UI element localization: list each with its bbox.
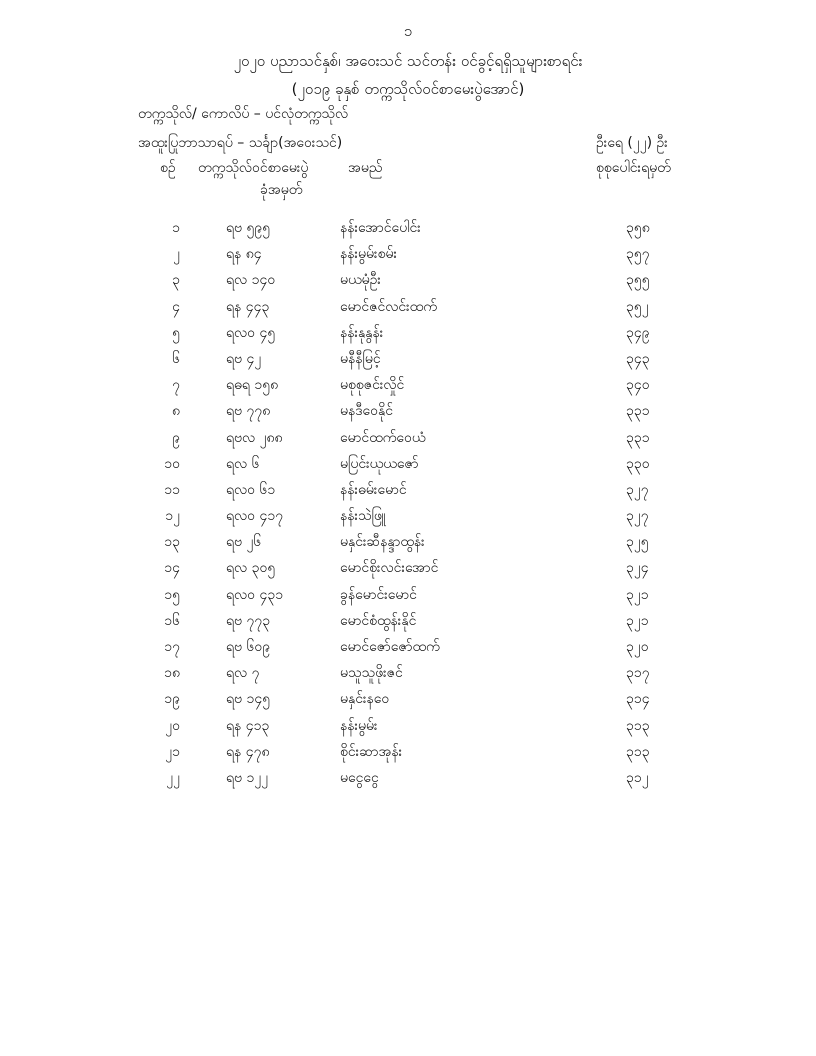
header-serial: စဉ် — [160, 160, 176, 176]
roll-number-cell: ရဗ ၁၂၂ — [226, 769, 269, 786]
serial-number-cell: ၁၀ — [164, 455, 180, 472]
total-marks-cell: ၃၃၁ — [626, 429, 650, 446]
student-name-cell: မနှင်းနဝေ — [340, 691, 390, 708]
table-row — [0, 742, 816, 768]
table-row — [0, 454, 816, 480]
student-name-cell: မောင်ဇော်ဇော်ထက် — [340, 639, 440, 655]
total-marks-cell: ၃၂၇ — [626, 481, 649, 498]
total-count: ဦးရေ (၂၂) ဦး — [596, 135, 668, 151]
roll-number-cell: ရလဝ ၄၁၇ — [226, 508, 284, 525]
serial-number-cell: ၁ — [172, 220, 180, 236]
roll-number-cell: ရန ၄၇၈ — [226, 743, 270, 760]
serial-number-cell: ၁၅ — [164, 586, 180, 603]
roll-number-cell: ရဗလ ၂၈၈ — [226, 429, 283, 446]
student-name-cell: နန်းနုနွန်း — [340, 324, 384, 341]
header-name: အမည် — [348, 160, 383, 176]
student-name-cell: မောင်ထက်ဝေယံ — [340, 429, 426, 446]
student-name-cell: နန်းဓမ်းမောင် — [340, 481, 407, 498]
total-marks-cell: ၃၃၁ — [626, 403, 650, 420]
table-row — [0, 244, 816, 270]
serial-number-cell: ၈ — [172, 403, 180, 420]
serial-number-cell: ၅ — [172, 324, 180, 341]
roll-number-cell: ရဗ ၇၇၃ — [226, 612, 271, 629]
total-marks-cell: ၃၁၂ — [626, 769, 649, 786]
roll-number-cell: ရလဝ ၄၅ — [226, 324, 276, 341]
roll-number-cell: ရဗ ၅၉၅ — [226, 220, 271, 236]
student-list — [0, 218, 816, 794]
total-marks-cell: ၃၂၄ — [626, 560, 649, 577]
roll-number-cell: ရဗ ၄၂ — [226, 350, 262, 367]
header-total-marks: စုစုပေါင်းရမှတ် — [596, 160, 671, 176]
total-marks-cell: ၃၅၇ — [626, 246, 650, 263]
table-row — [0, 401, 816, 427]
table-row — [0, 558, 816, 584]
student-name-cell: မနဒီဝေနိုင် — [340, 403, 394, 420]
student-name-cell: မပြင်းယုယဇော် — [340, 455, 419, 472]
serial-number-cell: ၇ — [172, 377, 180, 394]
table-row — [0, 716, 816, 742]
roll-number-cell: ရဗ ၆၀၉ — [226, 639, 271, 655]
roll-number-cell: ရဓရ ၁၅၈ — [226, 377, 279, 394]
roll-number-cell: ရန ၄၄၃ — [226, 298, 270, 315]
table-row — [0, 297, 816, 323]
table-row — [0, 768, 816, 794]
major-line: အထူးပြုဘာသာရပ် – သင်္ချာ(အဝေးသင်) — [138, 135, 343, 151]
total-marks-cell: ၃၁၄ — [626, 691, 650, 708]
roll-number-cell: ရန ၄၁၃ — [226, 717, 270, 734]
roll-number-cell: ရလဝ ၄၃၁ — [226, 586, 284, 603]
total-marks-cell: ၃၂၁ — [626, 586, 649, 603]
student-name-cell: စိုင်းဆာအုန်း — [340, 743, 403, 760]
total-marks-cell: ၃၂၅ — [626, 534, 649, 551]
student-name-cell: မစုစုဇင်းလှိုင် — [340, 377, 405, 394]
total-marks-cell: ၃၂၀ — [626, 639, 649, 655]
student-name-cell: နန်းမွမ်းစမ်း — [340, 246, 398, 263]
serial-number-cell: ၉ — [172, 429, 180, 446]
serial-number-cell: ၁၆ — [164, 612, 180, 629]
table-row — [0, 375, 816, 401]
serial-number-cell: ၂၂ — [166, 769, 180, 786]
table-row — [0, 506, 816, 532]
total-marks-cell: ၃၁၇ — [626, 665, 650, 682]
student-name-cell: မငွေငွေ — [340, 769, 379, 786]
serial-number-cell: ၁၃ — [164, 534, 180, 551]
roll-number-cell: ရဗ ၇၇၈ — [226, 403, 271, 420]
total-marks-cell: ၃၄၀ — [626, 377, 650, 394]
table-row — [0, 349, 816, 375]
student-name-cell: မောင်စံထွန်းနိုင် — [340, 612, 417, 629]
student-name-cell: မယမုံဦး — [340, 272, 381, 289]
total-marks-cell: ၃၅၈ — [626, 220, 650, 236]
student-name-cell: နန်းသဲဖြူ — [340, 508, 386, 525]
serial-number-cell: ၃ — [172, 272, 180, 289]
table-row — [0, 270, 816, 296]
serial-number-cell: ၄ — [172, 298, 180, 315]
total-marks-cell: ၃၄၉ — [626, 324, 650, 341]
serial-number-cell: ၁၄ — [164, 560, 180, 577]
roll-number-cell: ရလ ၁၄၀ — [226, 272, 276, 289]
document-subtitle: (၂၀၁၉ ခုနှစ် တက္ကသိုလ်ဝင်စာမေးပွဲအောင်) — [291, 80, 525, 98]
table-row — [0, 323, 816, 349]
roll-number-cell: ရလ ၇ — [226, 665, 260, 682]
table-row — [0, 532, 816, 558]
header-roll-number-line2: ခုံအမှတ် — [260, 182, 303, 198]
student-name-cell: မောင်ဇင်လင်းထက် — [340, 298, 437, 315]
roll-number-cell: ရလ ၃၀၅ — [226, 560, 276, 577]
table-row — [0, 480, 816, 506]
total-marks-cell: ၃၅၂ — [626, 298, 649, 315]
roll-number-cell: ရလ ၆ — [226, 455, 260, 472]
page-number: ၁ — [403, 22, 413, 40]
document-title: ၂၀၂၀ ပညာသင်နှစ်၊ အဝေးသင် သင်တန်း ဝင်ခွင့်ရရှိသူများစာရင်း — [233, 52, 583, 70]
student-name-cell: နန်းမွမ်း — [340, 717, 378, 734]
serial-number-cell: ၁၈ — [164, 665, 180, 682]
table-row — [0, 663, 816, 689]
table-row — [0, 637, 816, 663]
serial-number-cell: ၁၉ — [164, 691, 180, 708]
total-marks-cell: ၃၁၃ — [626, 743, 650, 760]
serial-number-cell: ၁၁ — [164, 481, 180, 498]
serial-number-cell: ၂၀ — [165, 717, 180, 734]
header-roll-number: တက္ကသိုလ်ဝင်စာမေးပွဲ — [198, 160, 309, 176]
student-name-cell: မောင်စိုးလင်းအောင် — [340, 560, 439, 577]
serial-number-cell: ၂၁ — [165, 743, 180, 760]
student-name-cell: မနီနီမြင့် — [340, 350, 381, 367]
serial-number-cell: ၂ — [173, 246, 180, 263]
serial-number-cell: ၁၇ — [164, 639, 180, 655]
table-row — [0, 611, 816, 637]
total-marks-cell: ၃၂၇ — [626, 508, 649, 525]
roll-number-cell: ရဗ ၂၆ — [226, 534, 262, 551]
total-marks-cell: ၃၃၀ — [626, 455, 650, 472]
table-row — [0, 428, 816, 454]
total-marks-cell: ၃၄၃ — [626, 350, 650, 367]
total-marks-cell: ၃၅၅ — [626, 272, 650, 289]
table-row — [0, 218, 816, 244]
roll-number-cell: ရဗ ၁၄၅ — [226, 691, 271, 708]
roll-number-cell: ရလဝ ၆၁ — [226, 481, 276, 498]
table-row — [0, 585, 816, 611]
student-name-cell: မနှင်းဆီနန္ဒာထွန်း — [340, 534, 425, 551]
roll-number-cell: ရန ၈၄ — [226, 246, 262, 263]
student-name-cell: နန်းအောင်ပေါင်း — [340, 220, 421, 236]
serial-number-cell: ၆ — [172, 350, 180, 367]
student-name-cell: ခွန်မောင်းမောင် — [340, 586, 417, 603]
total-marks-cell: ၃၂၁ — [626, 612, 649, 629]
total-marks-cell: ၃၁၃ — [626, 717, 650, 734]
student-name-cell: မသူသူဖိုးဇင် — [340, 665, 403, 682]
table-row — [0, 689, 816, 715]
serial-number-cell: ၁၂ — [165, 508, 180, 525]
university-line: တက္ကသိုလ်/ ကောလိပ် – ပင်လုံတက္ကသိုလ် — [138, 106, 349, 122]
